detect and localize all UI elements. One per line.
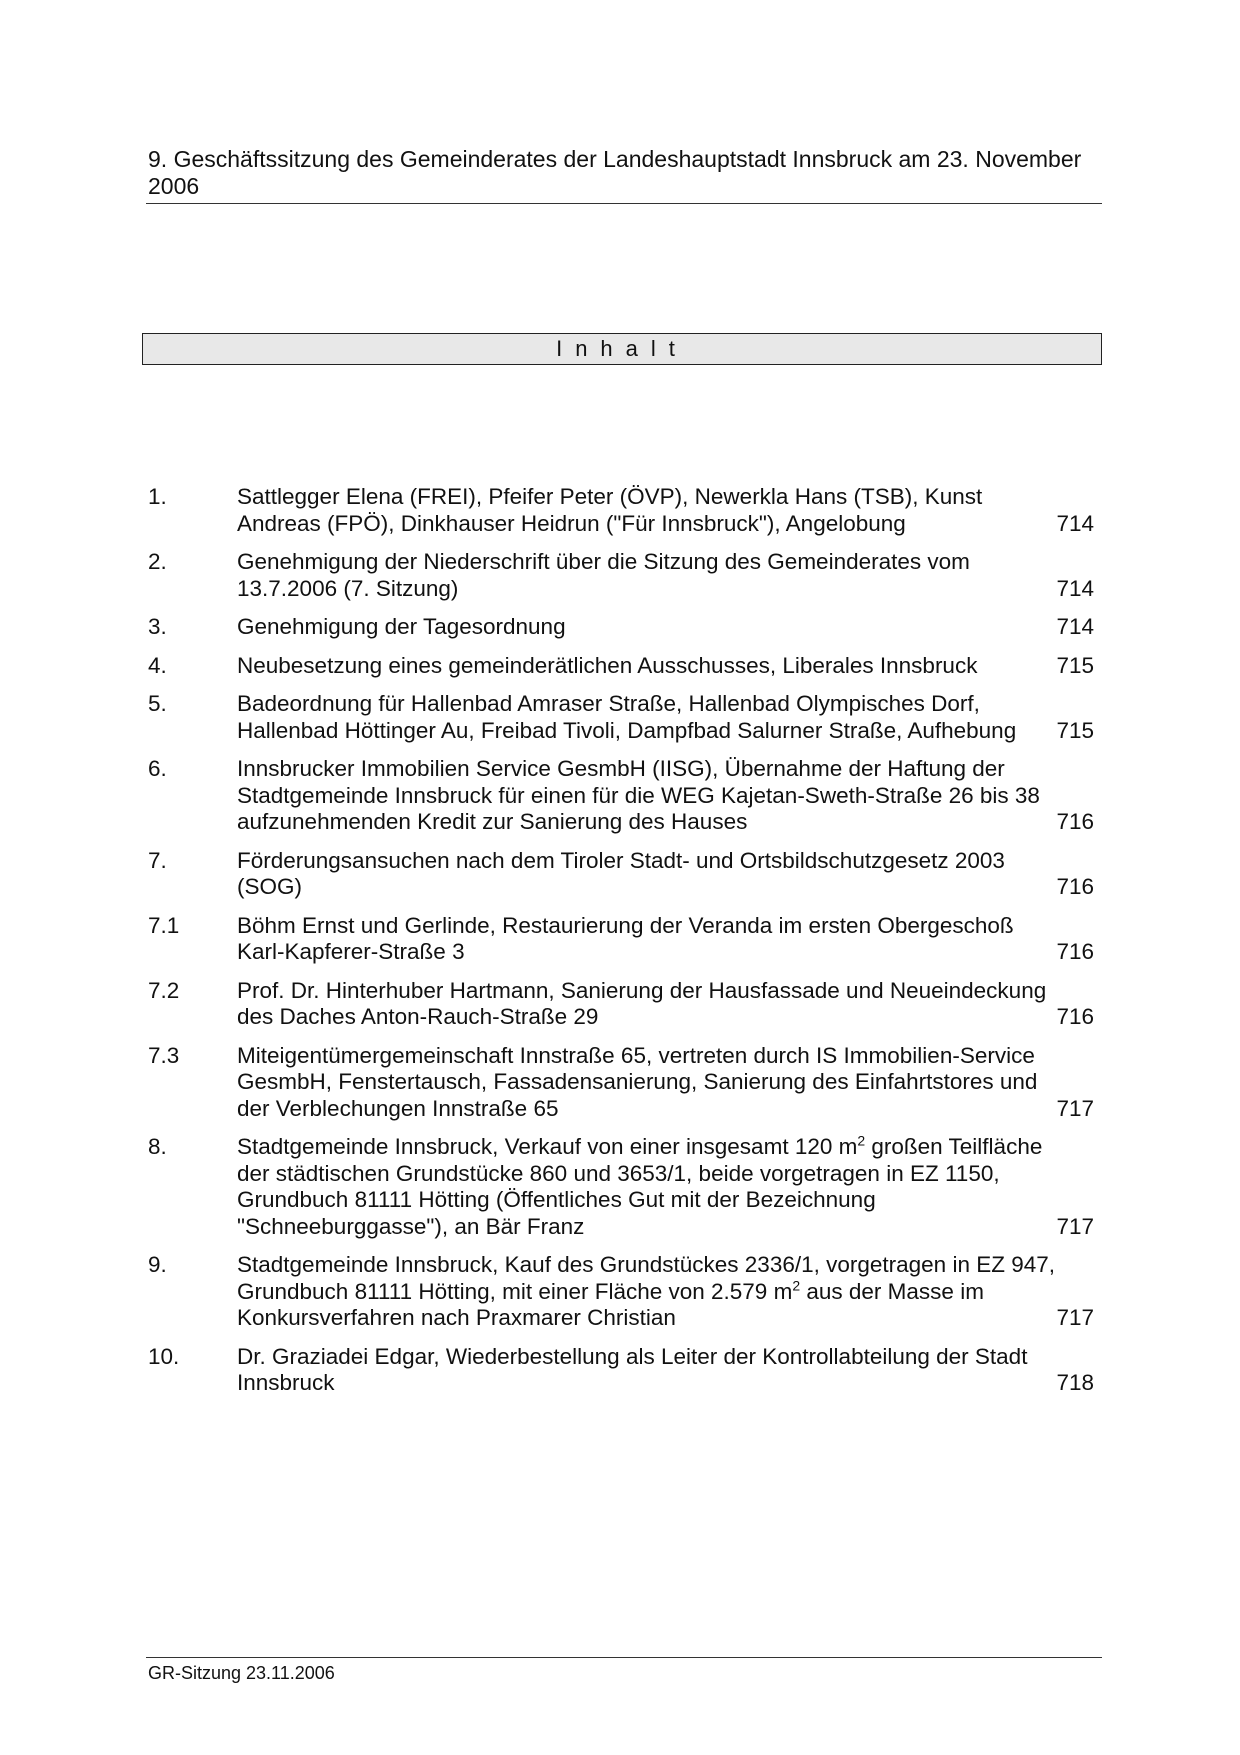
toc-entry-text: Dr. Graziadei Edgar, Wiederbestellung als Leiter der Kontrollabteilung der Stadt Innsbruck bbox=[237, 1343, 1028, 1395]
toc-entry-page: 716 bbox=[1056, 809, 1094, 834]
toc-entry-text: Innsbrucker Immobilien Service GesmbH (IISG), Übernahme der Haftung der Stadtgemeinde Innsbruck für einen für die WEG Kajetan-Sweth-Straße 26 bis 38 aufzunehmenden Kredit zur Sanierung des Hauses bbox=[237, 756, 1040, 834]
toc-entry-text: Böhm Ernst und Gerlinde, Restaurierung der Veranda im ersten Obergeschoß Karl-Kapferer-Straße 3 bbox=[237, 912, 1014, 964]
contents-heading: Inhalt bbox=[142, 333, 1102, 365]
toc-entry-number: 8. bbox=[148, 1134, 167, 1159]
toc-entry-text-part: aus der Masse im Konkursverfahren nach Praxmarer Christian bbox=[237, 1278, 984, 1330]
toc-entry-page: 715 bbox=[1056, 652, 1094, 678]
toc-entry-page: 718 bbox=[1056, 1370, 1094, 1395]
toc-entry-number: 7.2 bbox=[148, 977, 180, 1003]
toc-entry bbox=[148, 913, 1100, 966]
toc-entry bbox=[148, 848, 1100, 901]
superscript: 2 bbox=[792, 1277, 801, 1293]
toc-entry bbox=[148, 978, 1100, 1031]
footer-divider bbox=[146, 1657, 1102, 1658]
toc-entry-page: 717 bbox=[1056, 1095, 1094, 1121]
toc-entry bbox=[148, 1134, 1100, 1240]
toc-entry-text-part: großen Teilfläche der städtischen Grundstücke 860 und 3653/1, beide vorgetragen in EZ 1150, Grundbuch 81111 Hötting (Öffentliches Gut mit der Bezeichnung "Schneeburggasse"), an Bär Franz bbox=[237, 1134, 1043, 1239]
toc-entry-page: 716 bbox=[1056, 939, 1094, 964]
toc-entry-number: 1. bbox=[148, 484, 167, 509]
toc-entry-page: 717 bbox=[1056, 1213, 1094, 1239]
toc-entry-text: Prof. Dr. Hinterhuber Hartmann, Sanierung der Hausfassade und Neueindeckung des Daches Anton-Rauch-Straße 29 bbox=[237, 977, 1047, 1029]
toc-entry bbox=[148, 1043, 1100, 1123]
document-header-title: 9. Geschäftssitzung des Gemeinderates der Landeshauptstadt Innsbruck am 23. November 2006 bbox=[148, 146, 1082, 199]
toc-entry-page: 714 bbox=[1056, 614, 1094, 639]
page-footer: GR-Sitzung 23.11.2006 bbox=[148, 1663, 335, 1683]
toc-entry-text: Genehmigung der Tagesordnung bbox=[237, 614, 566, 639]
toc-entry bbox=[148, 549, 1100, 602]
toc-entry-text-part: Stadtgemeinde Innsbruck, Kauf des Grundstückes 2336/1, vorgetragen in EZ 947, Grundbuch 81111 Hötting, mit einer Fläche von 2.579 m bbox=[237, 1252, 1055, 1304]
toc-entry-number: 7.3 bbox=[148, 1042, 180, 1068]
toc-entry-page: 716 bbox=[1056, 874, 1094, 899]
toc-entry bbox=[148, 653, 1100, 680]
toc-entry-number: 7. bbox=[148, 847, 167, 873]
toc-entry-text: Neubesetzung eines gemeinderätlichen Ausschusses, Liberales Innsbruck bbox=[237, 652, 978, 678]
toc-entry bbox=[148, 1344, 1100, 1397]
toc-entry-text: Miteigentümergemeinschaft Innstraße 65, vertreten durch IS Immobilien-Service GesmbH, Fenstertausch, Fassadensanierung, Sanierung des Einfahrtstores und der Verblechungen Innstraße 65 bbox=[237, 1042, 1038, 1121]
toc-entry-number: 2. bbox=[148, 549, 167, 574]
toc-entry-text: Förderungsansuchen nach dem Tiroler Stadt- und Ortsbildschutzgesetz 2003 (SOG) bbox=[237, 847, 1005, 899]
toc-entry-text bbox=[237, 1134, 1067, 1240]
toc-entry-number: 7.1 bbox=[148, 912, 180, 938]
toc-entry bbox=[148, 614, 1100, 641]
toc-entry-page: 716 bbox=[1056, 1004, 1094, 1029]
header-divider bbox=[146, 203, 1102, 204]
toc-entry-number: 4. bbox=[148, 652, 167, 678]
toc-entry-text: Badeordnung für Hallenbad Amraser Straße, Hallenbad Olympisches Dorf, Hallenbad Höttinger Au, Freibad Tivoli, Dampfbad Salurner Straße, Aufhebung bbox=[237, 691, 1017, 743]
toc-entry-number: 10. bbox=[148, 1343, 180, 1369]
toc-entry-number: 3. bbox=[148, 614, 167, 639]
toc-entry-text-part: Stadtgemeinde Innsbruck, Verkauf von einer insgesamt 120 m bbox=[237, 1134, 858, 1159]
toc-entry bbox=[148, 691, 1100, 744]
toc-entry-text bbox=[237, 1252, 1067, 1332]
toc-entry-text: Genehmigung der Niederschrift über die Sitzung des Gemeinderates vom 13.7.2006 (7. Sitzung) bbox=[237, 549, 970, 601]
toc-entry-page: 717 bbox=[1056, 1305, 1094, 1330]
toc-entry-number: 6. bbox=[148, 756, 167, 781]
table-of-contents bbox=[148, 484, 1100, 1409]
toc-entry-number: 9. bbox=[148, 1252, 167, 1277]
toc-entry bbox=[148, 484, 1100, 537]
toc-entry-page: 714 bbox=[1056, 510, 1094, 536]
superscript: 2 bbox=[857, 1132, 866, 1149]
toc-entry-page: 714 bbox=[1056, 575, 1094, 601]
toc-entry-page: 715 bbox=[1056, 717, 1094, 743]
toc-entry bbox=[148, 1252, 1100, 1332]
toc-entry bbox=[148, 756, 1100, 836]
toc-entry-number: 5. bbox=[148, 691, 167, 716]
toc-entry-text: Sattlegger Elena (FREI), Pfeifer Peter (ÖVP), Newerkla Hans (TSB), Kunst Andreas (FPÖ), Dinkhauser Heidrun ("Für Innsbruck"), Angelobung bbox=[237, 484, 983, 536]
